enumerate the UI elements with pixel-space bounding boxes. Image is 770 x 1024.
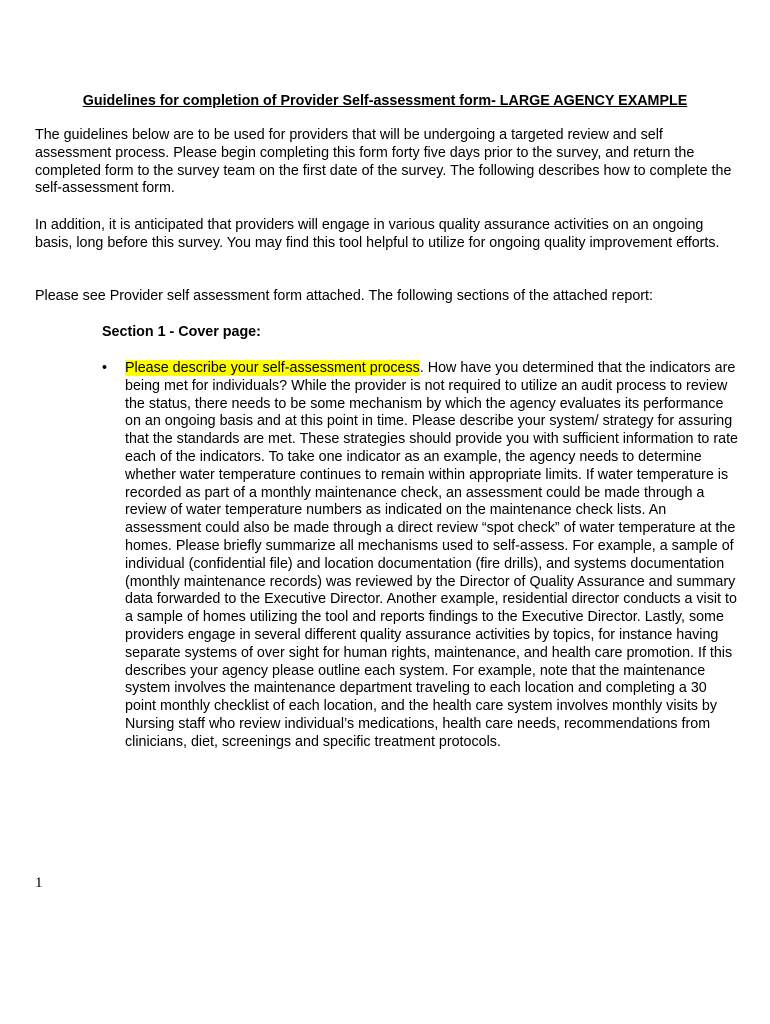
document-title: Guidelines for completion of Provider Self-assessment form- LARGE AGENCY EXAMPLE: [82, 93, 688, 109]
page-number: 1: [35, 875, 43, 891]
intro-paragraph: The guidelines below are to be used for providers that will be undergoing a targeted review and self assessment process. Please begin completing this form forty five days prior to the survey, and return the completed form to the survey team on the first date of the survey. The following describes how to complete the self-assessment form.: [35, 127, 732, 197]
bullet-text: [125, 360, 739, 752]
bullet-marker: •: [102, 360, 108, 376]
highlighted-instruction: Please describe your self-assessment process: [125, 360, 420, 376]
section-1-heading: Section 1 - Cover page:: [102, 324, 261, 340]
bullet-body-text: . How have you determined that the indicators are being met for individuals? While the provider is not required to utilize an audit process to review the status, there needs to be some mechanism by which the agency evaluates its performance on an ongoing basis and at this point in time. Please describe your system/ strategy for assuring that the standards are met. These strategies should provide you with sufficient information to rate each of the indicators. To take one indicator as an example, the agency needs to determine whether water temperature continues to remain within appropriate limits. If water temperature is recorded as part of a monthly maintenance check, an assessment could be made through a review of water temperature numbers as indicated on the maintenance check lists. An assessment could also be made through a direct review “spot check” of water temperature at the homes. Please briefly summarize all mechanisms used to self-assess. For example, a sample of individual (confidential file) and location documentation (fire drills), and systems documentation (monthly maintenance records) was reviewed by the Director of Quality Assurance and summary data forwarded to the Executive Director. Another example, residential director conducts a visit to a sample of homes utilizing the tool and reports findings to the Executive Director. Lastly, some providers engage in several different quality assurance activities by topics, for instance having separate systems of over sight for human rights, maintenance, and health care promotion. If this describes your agency please outline each system. For example, note that the maintenance system involves the maintenance department traveling to each location and completing a 30 point monthly checklist of each location, and the health care system involves monthly visits by Nursing staff who review individual’s medications, health care needs, recommendations from clinicians, diet, screenings and specific treatment protocols.: [125, 360, 738, 750]
sections-intro-paragraph: Please see Provider self assessment form attached. The following sections of the attached report:: [35, 288, 654, 304]
quality-assurance-paragraph: In addition, it is anticipated that providers will engage in various quality assurance activities on an ongoing basis, long before this survey. You may find this tool helpful to utilize for ongoing quality improvement efforts.: [35, 217, 720, 251]
